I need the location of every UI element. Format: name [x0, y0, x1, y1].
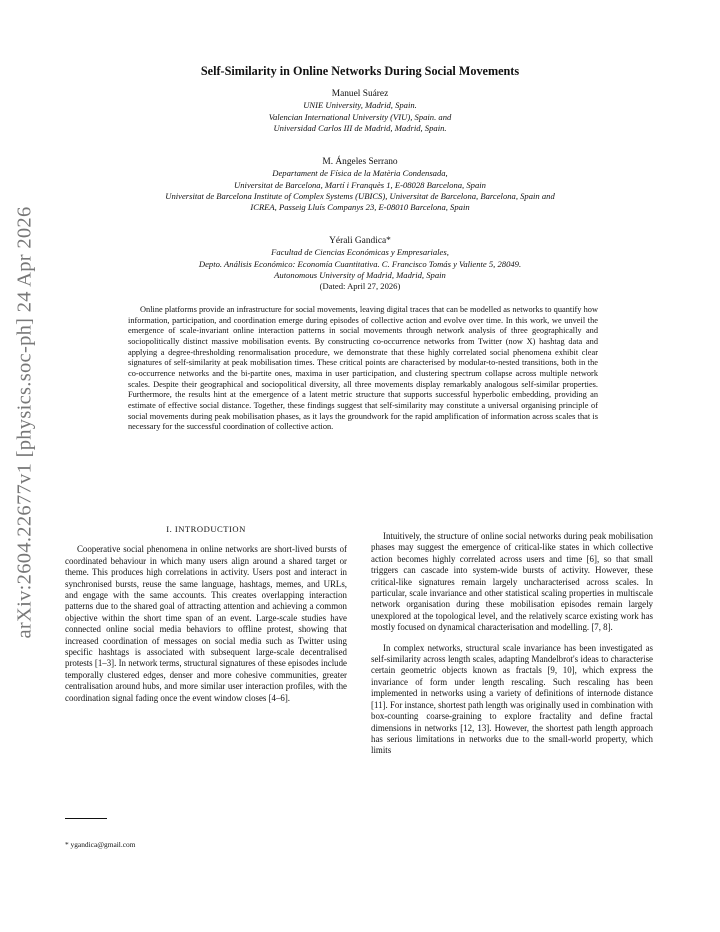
- section-heading: I. INTRODUCTION: [166, 524, 246, 534]
- paragraph: Intuitively, the structure of online social networks during peak mobilisation phases may suggest the emergence of critical-like states in which collective action becomes highly correlated across users and time [6], so that small triggers can cascade into system-wide bursts of activity. However, these critical-like signatures remain largely uncharacterised across scales. In particular, scale invariance and other statistical scaling properties in multiscale network organisation during these mobilisation episodes remain largely unexplored at the topological level, and the relatively scarce existing work has mostly focused on dynamical characterisation and modelling. [7, 8].: [371, 531, 653, 633]
- paragraph: In complex networks, structural scale invariance has been investigated as self-similarity across length scales, adapting Mandelbrot's ideas to characterise certain geometric objects known as fractals [9, 10], which express the invariance of form under length rescaling. Such rescaling has been implemented in networks using a variety of definitions of internode distance [11]. For instance, shortest path length was originally used in combination with box-counting coarse-graining to explore fractality and define fractal dimensions in networks [12, 13]. However, the shortest path length approach has serious limitations in networks due to the small-world property, which limits: [371, 642, 653, 756]
- author-affiliation: Facultad de Ciencias Económicas y Empresariales,: [271, 247, 449, 258]
- author-affiliation: Autonomous University of Madrid, Madrid, Spain: [274, 269, 446, 280]
- author-name: Manuel Suárez: [331, 89, 389, 99]
- arxiv-identifier: arXiv:2604.22677v1 [physics.soc-ph] 24 Apr 2026: [13, 206, 36, 639]
- author-name: Yérali Gandica*: [329, 236, 391, 246]
- right-column: [371, 531, 653, 766]
- author-block-2: [0, 157, 720, 213]
- date-line: (Dated: April 27, 2026): [319, 281, 401, 292]
- author-affiliation: Valencian International University (VIU), Spain. and: [268, 111, 452, 122]
- author-affiliation: Universitat de Barcelona, Martí i Franquès 1, E-08028 Barcelona, Spain: [234, 179, 486, 190]
- abstract-text: Online platforms provide an infrastructure for social movements, leaving digital traces that can be modelled as networks to quantify how information, participation, and coordination emerge during episodes of collective action and evolve over time. In this work, we unveil the emergence of scale-invariant online interaction patterns in social movements through network analysis of three geographically and sociopolitically distinct massive mobilisation events. By constructing co-occurrence networks from Twitter (now X) hashtag data and applying a degree-thresholding renormalisation procedure, we demonstrate that these highly correlated social phenomena exhibit clear signatures of self-similarity at peak mobilisation times. These critical points are characterised by modular-to-nested transitions, both in the co-occurrence networks and the bi-partite ones, maxima in user participation, and clustering spectrum collapse across multiple network scales. Despite their geographical and sociopolitical diversity, all three movements display remarkably analogous self-similar properties. Furthermore, the results hint at the emergence of a latent metric structure that supports successful hyperbolic embedding, providing an estimate of effective social distance. Together, these findings suggest that self-similarity may constitute a universal organising principle of social movements during peak mobilisation phases, as it lays the groundwork for the rapid amplification of information across scales that is necessary for the successful coordination of collective action.: [128, 305, 598, 432]
- author-affiliation: Depto. Análisis Económico: Economía Cuantitativa. C. Francisco Tomás y Valiente 5, 28049.: [198, 258, 522, 269]
- footnote: * ygandica@gmail.com: [65, 840, 136, 849]
- left-column: [65, 524, 347, 713]
- author-name: M. Ángeles Serrano: [322, 157, 398, 167]
- author-block-3: [0, 236, 720, 292]
- author-affiliation: UNIE University, Madrid, Spain.: [303, 100, 417, 111]
- author-affiliation: Departament de Física de la Matèria Condensada,: [272, 168, 448, 179]
- paper-title: Self-Similarity in Online Networks During Social Movements: [200, 64, 520, 78]
- abstract: [128, 305, 598, 433]
- footnote-rule: [65, 818, 107, 819]
- author-affiliation: ICREA, Passeig Lluís Companys 23, E-08010 Barcelona, Spain: [250, 202, 470, 213]
- author-block-1: [0, 89, 720, 134]
- author-affiliation: Universitat de Barcelona Institute of Complex Systems (UBICS), Universitat de Barcelona, Barcelona, Spain and: [165, 190, 555, 201]
- paragraph: Cooperative social phenomena in online networks are short-lived bursts of coordinated behaviour in which many users align around a shared target or theme. This produces high correlations in activity. Users post and interact in synchronised bursts, reuse the same language, hashtags, memes, and URLs, and engage with the same accounts. This creates overlapping interaction patterns due to the shared goal of attracting attention and achieving a common objective within the short time span of an event. Large-scale studies have connected online social media behaviors to offline protest, showing that increased coordination of messages on social media such as Twitter using specific hashtags is associated with subsequent large-scale decentralised protests [1–3]. In network terms, structural signatures of these episodes include temporally clustered edges, denser and more cohesive communities, greater centralisation around hubs, and more similar user interaction profiles, with the coordination signal fading once the event window closes [4–6].: [65, 544, 347, 703]
- author-affiliation: Universidad Carlos III de Madrid, Madrid, Spain.: [273, 122, 447, 133]
